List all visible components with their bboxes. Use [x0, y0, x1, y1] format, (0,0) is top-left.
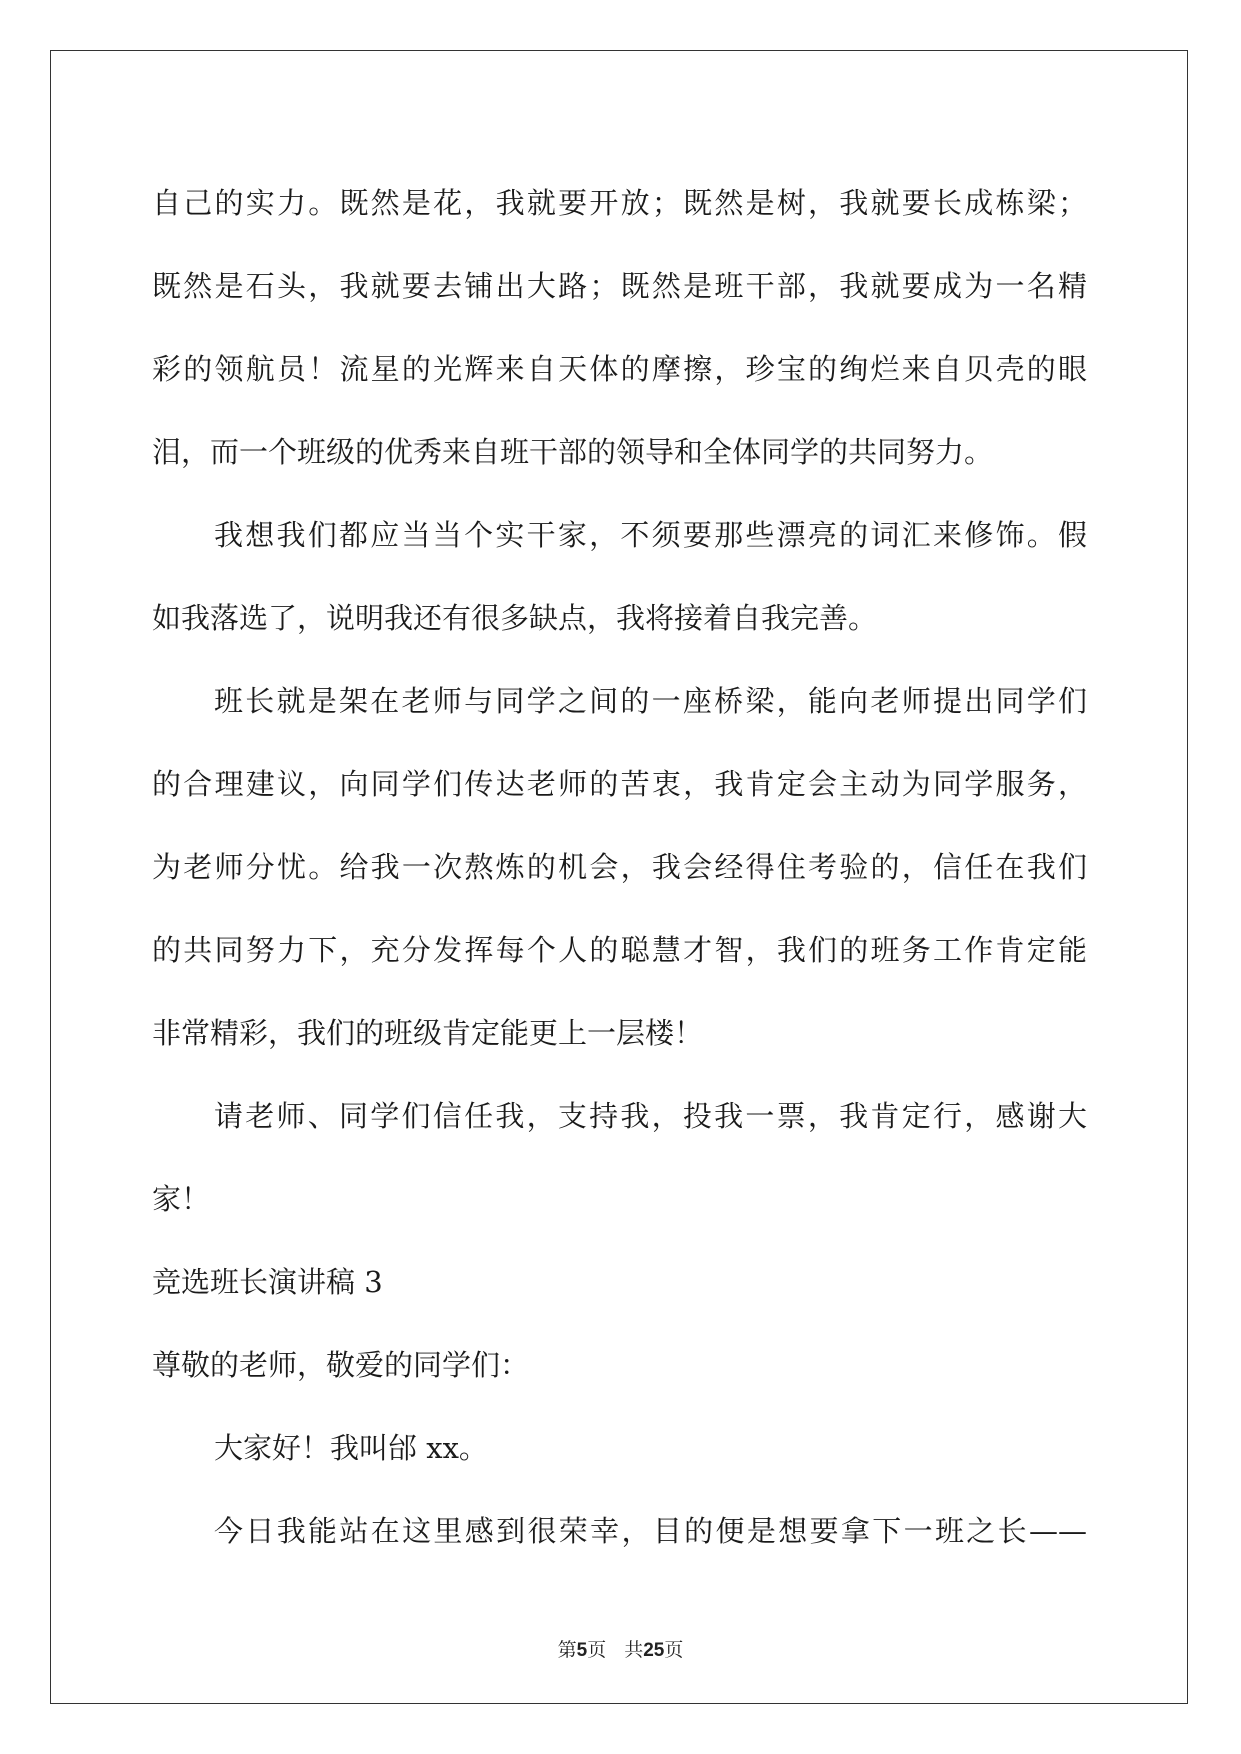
- page-footer: [0, 1635, 1241, 1662]
- salutation: 尊敬的老师，敬爱的同学们：: [152, 1348, 530, 1382]
- text-line: 自己的实力。既然是花，我就要开放；既然是树，我就要长成栋梁；: [152, 186, 1087, 220]
- section-title: 竞选班长演讲稿 3: [152, 1265, 383, 1299]
- paragraph-first-line: 请老师、同学们信任我，支持我，投我一票，我肯定行，感谢大: [214, 1099, 1087, 1133]
- paragraph-first-line: 今日我能站在这里感到很荣幸，目的便是想要拿下一班之长——: [214, 1514, 1087, 1548]
- text-line: 家！: [152, 1182, 211, 1216]
- text-line: 如我落选了，说明我还有很多缺点，我将接着自我完善。: [152, 601, 878, 635]
- text-line: 为老师分忧。给我一次熬炼的机会，我会经得住考验的，信任在我们: [152, 850, 1087, 884]
- text-line: 的合理建议，向同学们传达老师的苦衷，我肯定会主动为同学服务，: [152, 767, 1087, 801]
- page-unit: 页: [587, 1639, 607, 1661]
- paragraph-first-line: 大家好！我叫邰 xx。: [214, 1431, 488, 1465]
- total-pages: 25: [643, 1640, 665, 1661]
- paragraph-first-line: 班长就是架在老师与同学之间的一座桥梁，能向老师提出同学们: [214, 684, 1087, 718]
- text-line: 泪，而一个班级的优秀来自班干部的领导和全体同学的共同努力。: [152, 435, 994, 469]
- page-prefix: 第: [557, 1639, 577, 1661]
- text-line: 非常精彩，我们的班级肯定能更上一层楼！: [152, 1016, 704, 1050]
- document-body: [152, 162, 1087, 1573]
- total-unit: 页: [664, 1639, 684, 1661]
- paragraph-first-line: 我想我们都应当当个实干家，不须要那些漂亮的词汇来修饰。假: [214, 518, 1087, 552]
- page-number: 5: [576, 1640, 588, 1661]
- text-line: 的共同努力下，充分发挥每个人的聪慧才智，我们的班务工作肯定能: [152, 933, 1087, 967]
- total-prefix: 共: [624, 1639, 644, 1661]
- text-line: 既然是石头，我就要去铺出大路；既然是班干部，我就要成为一名精: [152, 269, 1087, 303]
- text-line: 彩的领航员！流星的光辉来自天体的摩擦，珍宝的绚烂来自贝壳的眼: [152, 352, 1087, 386]
